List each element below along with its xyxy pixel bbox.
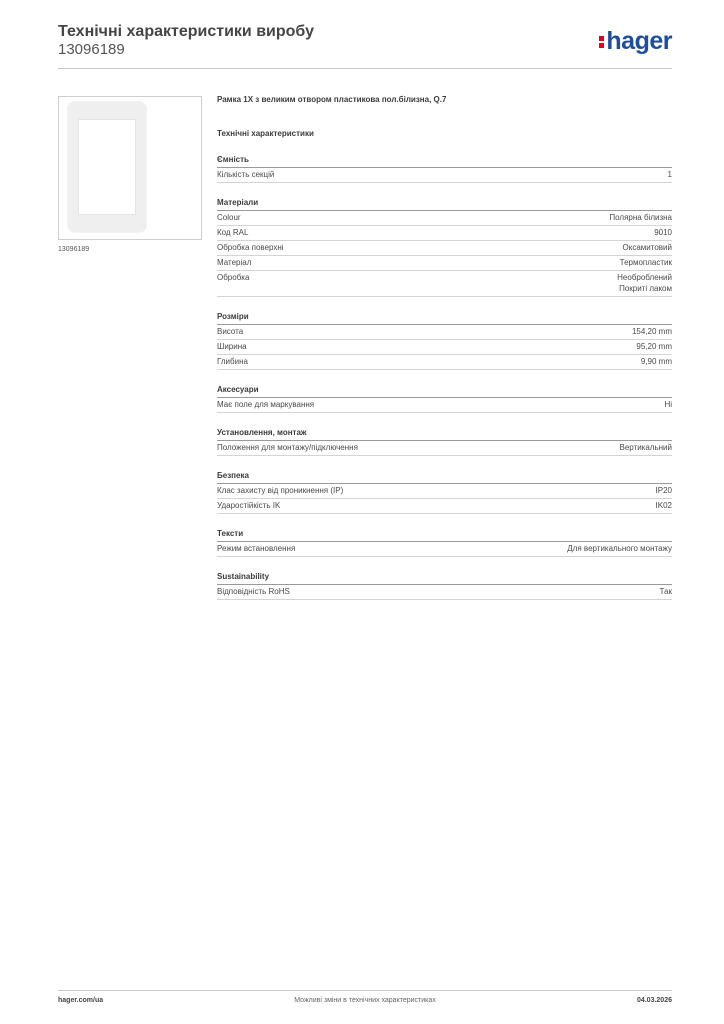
spec-value (656, 485, 672, 496)
spec-label: Ширина (217, 342, 247, 351)
spec-row (217, 398, 672, 413)
spec-value-line: Покриті лаком (619, 284, 672, 293)
spec-value-line: Необроблений (617, 273, 672, 282)
spec-label: Режим встановлення (217, 544, 296, 553)
footer-website-link[interactable]: hager.com/ua (58, 997, 104, 1004)
spec-value (664, 399, 672, 410)
spec-section (217, 311, 672, 370)
spec-value-line: 154,20 mm (631, 327, 672, 336)
spec-row (217, 499, 672, 514)
spec-section (217, 571, 672, 600)
spec-value-line: Вертикальний (619, 443, 672, 452)
spec-label: Кількість секцій (217, 170, 275, 179)
spec-value-line: Полярна білизна (609, 213, 672, 222)
logo-text: hager (606, 27, 672, 55)
spec-value (609, 212, 672, 223)
spec-label: Відповідність RoHS (217, 587, 290, 596)
page-header (58, 22, 672, 59)
spec-label: Має поле для маркування (217, 400, 315, 409)
spec-value-line: Термопластик (619, 258, 672, 267)
logo-dots-icon (599, 34, 604, 50)
spec-value (620, 257, 672, 268)
spec-label: Висота (217, 327, 244, 336)
footer-date: 04.03.2026 (636, 997, 672, 1004)
section-title: Матеріали (217, 197, 672, 211)
spec-label: Код RAL (217, 228, 249, 237)
spec-row (217, 441, 672, 456)
spec-value (623, 242, 672, 253)
spec-value-line: IK02 (655, 501, 672, 510)
product-code: 13096189 (58, 41, 125, 58)
spec-row (217, 168, 672, 183)
spec-value (660, 586, 672, 597)
spec-row (217, 585, 672, 600)
spec-section (217, 154, 672, 183)
section-title: Ємність (217, 154, 672, 168)
spec-value-line: 9,90 mm (640, 357, 672, 366)
spec-section (217, 528, 672, 557)
spec-section (217, 384, 672, 413)
spec-row (217, 340, 672, 355)
footer-disclaimer: Можливі зміни в технічних характеристиках (294, 997, 436, 1004)
spec-value (636, 341, 672, 352)
spec-value (567, 543, 672, 554)
spec-label: Глибина (217, 357, 248, 366)
section-title: Аксесуари (217, 384, 672, 398)
spec-label: Ударостійкість IK (217, 501, 281, 510)
spec-label: Положення для монтажу/підключення (217, 443, 358, 452)
spec-row (217, 211, 672, 226)
spec-label: Обробка (217, 273, 250, 282)
spec-row (217, 484, 672, 499)
section-title: Розміри (217, 311, 672, 325)
footer-divider (58, 990, 672, 991)
spec-sections (217, 154, 672, 600)
section-title: Sustainability (217, 571, 672, 585)
spec-heading: Технічні характеристики (217, 129, 314, 138)
spec-section (217, 197, 672, 297)
spec-value-line: Так (659, 587, 672, 596)
frame-picture-icon (68, 102, 146, 232)
product-name: Рамка 1X з великим отвором пластикова пол.білизна, Q.7 (217, 95, 447, 104)
spec-value-line: Ні (664, 400, 672, 409)
spec-row (217, 542, 672, 557)
spec-row (217, 226, 672, 241)
header-divider (58, 68, 672, 69)
hager-logo[interactable] (599, 27, 672, 55)
spec-label: Матеріал (217, 258, 252, 267)
spec-section (217, 427, 672, 456)
product-image (58, 96, 202, 240)
spec-value (641, 356, 672, 367)
spec-value-line: 1 (667, 170, 672, 179)
spec-row (217, 325, 672, 340)
image-caption: 13096189 (58, 246, 90, 253)
spec-row (217, 271, 672, 297)
spec-value-line: 95,20 mm (636, 342, 672, 351)
spec-value (668, 169, 672, 180)
spec-section (217, 470, 672, 514)
spec-label: Обробка поверхні (217, 243, 284, 252)
spec-row (217, 256, 672, 271)
spec-value-line: 9010 (654, 228, 672, 237)
section-title: Тексти (217, 528, 672, 542)
spec-value (619, 442, 672, 453)
spec-value-line: IP20 (655, 486, 672, 495)
spec-label: Colour (217, 213, 241, 222)
spec-label: Клас захисту від проникнення (IP) (217, 486, 344, 495)
spec-value (617, 272, 672, 294)
spec-content (217, 94, 672, 600)
spec-value (632, 326, 672, 337)
section-title: Безпека (217, 470, 672, 484)
spec-value-line: Для вертикального монтажу (567, 544, 672, 553)
spec-value (656, 500, 672, 511)
page-title: Технічні характеристики виробу (58, 23, 314, 40)
spec-value-line: Оксамитовий (622, 243, 672, 252)
section-title: Установлення, монтаж (217, 427, 672, 441)
spec-row (217, 241, 672, 256)
spec-value (654, 227, 672, 238)
spec-row (217, 355, 672, 370)
